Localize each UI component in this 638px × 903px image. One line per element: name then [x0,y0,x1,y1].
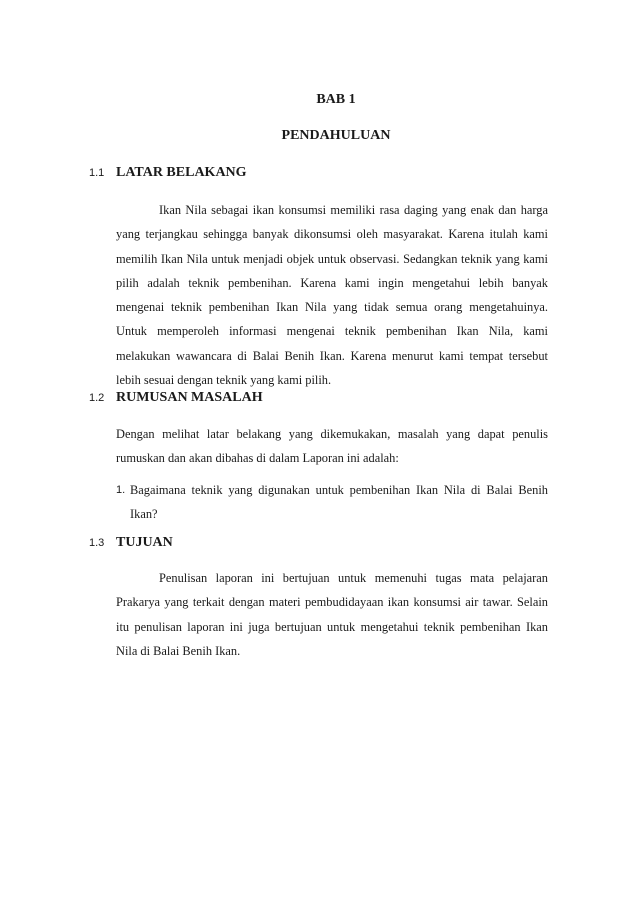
paragraph-rumusan-masalah: Dengan melihat latar belakang yang dikemukakan, masalah yang dapat penulis rumuskan dan akan dibahas di dalam Laporan ini adalah: [116,427,548,466]
list-item [116,478,548,527]
section-number: 1.3 [89,537,105,549]
section-title: RUMUSAN MASALAH [116,390,263,405]
section-heading-tujuan [89,535,173,551]
paragraph-latar-belakang: Ikan Nila sebagai ikan konsumsi memiliki rasa daging yang enak dan harga yang terjangkau sehingga banyak dikonsumsi oleh masyarakat. Karena itulah kami memilih Ikan Nila untuk menjadi objek untuk observasi. Sedangkan teknik yang kami pilih adalah teknik pembenihan. Karena kami ingin mengetahui lebih banyak mengenai teknik pembenihan Ikan Nila yang tidak semua orang mengetahuinya. Untuk memperoleh informasi mengenai teknik pembenihan Ikan Nila, kami melakukan wawancara di Balai Benih Ikan. Karena menurut kami tempat tersebut lebih sesuai dengan teknik yang kami pilih. [116,203,548,388]
section-heading-rumusan-masalah [89,390,263,406]
chapter-title: PENDAHULUAN [281,128,391,143]
chapter-label: BAB 1 [316,92,356,107]
list-item-text: Bagaimana teknik yang digunakan untuk pembenihan Ikan Nila di Balai Benih Ikan? [130,483,548,522]
section-heading-latar-belakang [89,165,247,181]
list-item-number: 1. [116,484,126,496]
section-number: 1.2 [89,392,105,404]
paragraph-tujuan: Penulisan laporan ini bertujuan untuk memenuhi tugas mata pelajaran Prakarya yang terkait dengan materi pembudidayaan ikan konsumsi air tawar. Selain itu penulisan laporan ini juga bertujuan untuk mengetahui teknik pembenihan Ikan Nila di Balai Benih Ikan. [116,571,548,658]
section-title: LATAR BELAKANG [116,165,247,180]
section-number: 1.1 [89,167,105,179]
section-title: TUJUAN [116,535,173,550]
